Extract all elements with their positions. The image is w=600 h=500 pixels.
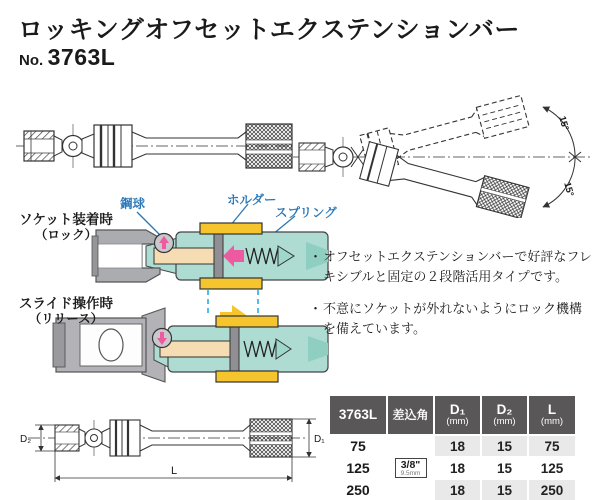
universal-joint (85, 420, 110, 456)
drive-size-inch: 3/8" (400, 459, 421, 471)
header-text: L (547, 401, 557, 417)
universal-joint (63, 124, 95, 168)
feature-bullet-1 (309, 247, 593, 286)
state-label-line1: スライド操作時 (18, 296, 114, 311)
table-cell-d2: 15 (482, 480, 527, 500)
square-drive-end (55, 425, 79, 451)
table-cell-model: 125 (346, 460, 370, 476)
feature-bullet-2 (309, 299, 593, 338)
angle-label-upper: 15° (556, 114, 571, 132)
holder-collar-bottom (200, 278, 262, 289)
holder-bar (214, 234, 223, 278)
part-label-holder: ホルダー (227, 193, 277, 207)
table-cell-l: 75 (529, 436, 575, 456)
model-value: 3763L (47, 44, 116, 70)
header-text: 差込角 (392, 407, 429, 422)
part-label-spring: スプリング (275, 206, 337, 220)
bullet-marker: ・ (309, 249, 323, 264)
dim-label-d2: D₂ (20, 434, 32, 445)
table-cell-d1: 18 (435, 480, 480, 500)
spec-table (330, 396, 575, 500)
col-header-d2 (482, 396, 527, 434)
col-header-model (330, 396, 386, 434)
table-cell-model: 250 (346, 482, 370, 498)
header-unit: (mm) (446, 416, 469, 428)
drive-size-cell (388, 436, 433, 500)
table-cell-model: 75 (350, 438, 366, 454)
model-number (19, 44, 115, 71)
header-unit: (mm) (540, 416, 564, 428)
part-label-ball: 鋼球 (120, 197, 146, 211)
drive-size-mm: 9.5mm (400, 469, 421, 477)
table-cell-l: 125 (529, 458, 575, 478)
state-label-released (10, 296, 122, 327)
square-drive-end (299, 143, 325, 171)
socket-hole (99, 329, 123, 361)
header-text: 3763L (338, 406, 378, 422)
bullet-marker: ・ (309, 301, 323, 316)
header-unit: (mm) (493, 416, 516, 428)
socket-cap (53, 323, 65, 367)
neck (325, 147, 333, 167)
shaft (132, 132, 246, 160)
neck (79, 429, 85, 447)
holder-collar-bottom (216, 371, 278, 382)
holder-bar (230, 327, 239, 371)
arm-lower-fixed-position (360, 142, 530, 218)
knurled-socket-end (246, 124, 292, 168)
dim-label-d1: D₁ (314, 434, 325, 445)
dim-label-l: L (170, 465, 178, 477)
drive-size-badge (395, 458, 427, 478)
lock-collar (110, 420, 140, 456)
socket-hole (96, 244, 142, 268)
table-cell-d2: 15 (482, 458, 527, 478)
neck (54, 136, 62, 156)
cutaway-locked (92, 223, 328, 289)
table-cell-d1: 18 (435, 458, 480, 478)
drawing-offset-angles (293, 62, 600, 218)
holder-collar-top (200, 223, 262, 234)
holder-collar-top (216, 316, 278, 327)
col-header-l (529, 396, 575, 434)
table-cell-d2: 15 (482, 436, 527, 456)
state-label-line2: （リリース） (28, 312, 104, 327)
table-cell-l: 250 (529, 480, 575, 500)
feature-description (309, 247, 593, 351)
knurled-socket-end (250, 419, 292, 457)
drawing-extension-bar-straight (14, 96, 294, 196)
header-text: D₂ (496, 401, 513, 417)
col-header-d1 (435, 396, 480, 434)
push-rod (160, 341, 234, 357)
table-cell-d1: 18 (435, 436, 480, 456)
page-title: ロッキングオフセットエクステンションバー (18, 16, 520, 44)
header-text: D₁ (449, 401, 466, 417)
state-label-locked (10, 212, 122, 243)
drawing-dimensions (8, 398, 328, 498)
bullet-text: 不意にソケットが外れないようにロック機構を備えています。 (323, 301, 582, 336)
model-prefix: No. (19, 52, 44, 69)
angle-label-lower: 15° (561, 180, 576, 198)
bullet-text: オフセットエクステンションバーで好評なフレキシブルと固定の２段階活用タイプです。 (323, 249, 592, 284)
col-header-drive (388, 396, 433, 434)
state-label-line2: （ロック） (34, 228, 98, 243)
lock-collar (94, 125, 132, 167)
square-drive-end (24, 131, 54, 161)
state-label-line1: ソケット装着時 (19, 212, 113, 227)
